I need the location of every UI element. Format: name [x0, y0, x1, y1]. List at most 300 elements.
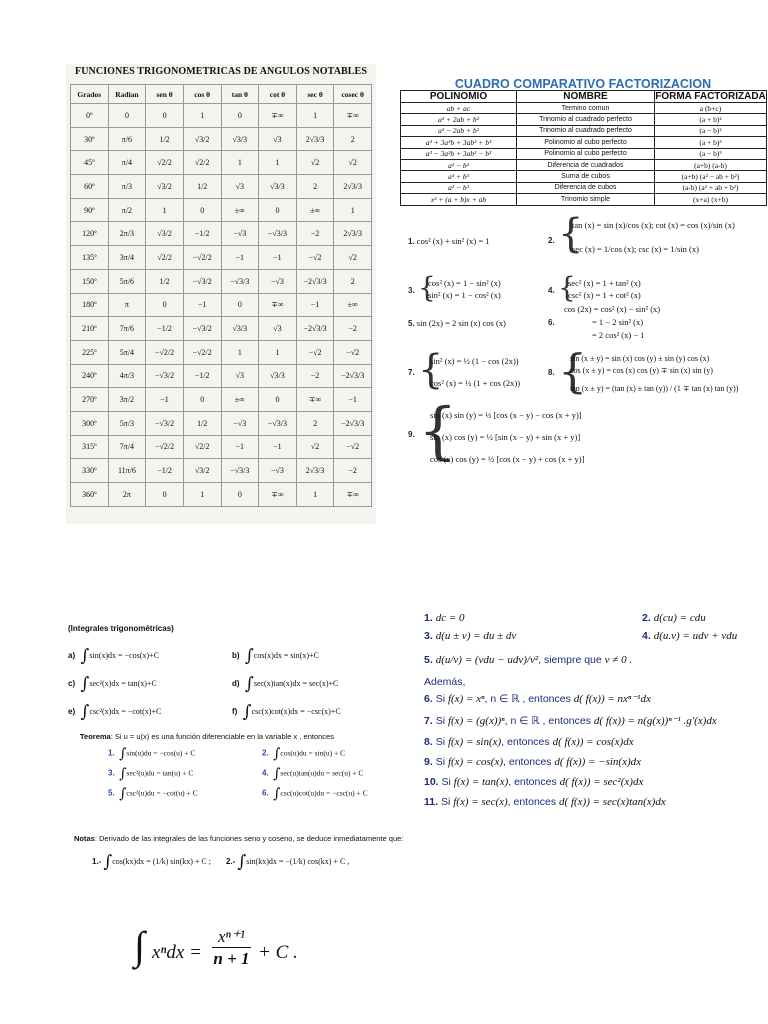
fact-cell: Suma de cubos — [517, 171, 655, 182]
fact-cell: a (b+c) — [655, 103, 767, 114]
integral-item — [68, 646, 159, 666]
derivative-text: , entonces — [503, 756, 552, 768]
trig-degree-cell: 360º — [71, 483, 109, 507]
theorem — [80, 732, 334, 741]
derivative-number: 9. — [424, 756, 433, 768]
trig-value-cell: ±∞ — [334, 293, 372, 317]
trig-value-cell: π/4 — [108, 151, 146, 175]
trig-value-cell: −√3/2 — [146, 411, 184, 435]
trig-value-cell: −2 — [296, 364, 334, 388]
trig-row — [71, 222, 372, 246]
trig-row — [71, 175, 372, 199]
fact-table-title: CUADRO COMPARATIVO FACTORIZACION — [454, 77, 712, 91]
trig-row — [71, 269, 372, 293]
trig-degree-cell: 120º — [71, 222, 109, 246]
trig-value-cell: 1/2 — [146, 269, 184, 293]
derivative-expr: d(u.v) = udv + vdu — [653, 630, 738, 642]
fact-header-cell: FORMA FACTORIZADA — [655, 91, 766, 102]
theorem-item — [262, 746, 345, 762]
fact-header-cell: NOMBRE — [517, 91, 655, 103]
trig-value-cell: 11π/6 — [108, 459, 146, 483]
left-brace-icon: { — [418, 347, 444, 393]
derivative-text: , n ∈ ℝ , entonces — [504, 715, 591, 727]
trig-value-cell: ±∞ — [221, 198, 259, 222]
trig-value-cell: 2√3/3 — [296, 127, 334, 151]
trig-value-cell: √2/2 — [183, 435, 221, 459]
trig-value-cell: 1 — [296, 483, 334, 507]
trig-value-cell: −√2 — [296, 340, 334, 364]
trig-header-cell: Radian — [108, 85, 146, 104]
integral-sign-icon: ∫ — [75, 702, 90, 722]
trig-value-cell: −1 — [296, 293, 334, 317]
trig-value-cell: √3/3 — [259, 175, 297, 199]
theorem-expr: csc(u)cot(u)du = −csc(u) + C — [280, 788, 368, 798]
trig-value-cell: −1/2 — [183, 222, 221, 246]
derivative-number: 5. — [424, 654, 433, 666]
left-brace-icon: { — [558, 271, 576, 304]
trig-value-cell: 0 — [146, 104, 184, 128]
theorem-item — [108, 786, 198, 802]
trig-value-cell: −√3 — [259, 459, 297, 483]
ademas-label: Además, — [424, 676, 466, 688]
fact-cell: (a + b)² — [655, 114, 767, 125]
fact-cell: Diferencia de cubos — [517, 182, 655, 193]
trig-value-cell: 7π/6 — [108, 317, 146, 341]
trig-value-cell: 1 — [334, 198, 372, 222]
integral-sign-icon: ∫ — [268, 746, 281, 762]
derivative-rule — [424, 796, 666, 808]
trig-value-cell: −√3/2 — [183, 317, 221, 341]
derivative-number: 7. — [424, 715, 433, 727]
trig-value-cell: −√3 — [221, 222, 259, 246]
notes-label: Notas — [74, 834, 95, 843]
derivative-number: 11. — [424, 796, 439, 808]
trig-value-cell: 1 — [183, 104, 221, 128]
derivative-rule — [424, 756, 641, 768]
integral-sign-icon: ∫ — [114, 786, 127, 802]
trig-value-cell: 2 — [296, 411, 334, 435]
derivative-si: Si — [435, 756, 446, 768]
trig-value-cell: √2/2 — [183, 151, 221, 175]
derivative-rule — [424, 736, 634, 748]
integral-expr: csc(x)cot(x)dx = −csc(x)+C — [251, 706, 341, 716]
trig-value-cell: 2√3/3 — [296, 459, 334, 483]
trig-row — [71, 483, 372, 507]
fact-row — [401, 137, 767, 148]
trig-value-cell: π — [108, 293, 146, 317]
trig-value-cell: 2 — [334, 269, 372, 293]
trig-value-cell: 2 — [334, 127, 372, 151]
trig-value-cell: −√2/2 — [146, 435, 184, 459]
trig-value-cell: −√3/2 — [146, 364, 184, 388]
derivative-number: 8. — [424, 736, 433, 748]
identity-text: sin (2x) = 2 sin (x) cos (x) — [416, 318, 506, 328]
derivative-si: Si — [441, 776, 451, 788]
trig-row — [71, 151, 372, 175]
trig-value-cell: 1 — [221, 340, 259, 364]
left-brace-icon: { — [418, 394, 458, 467]
derivative-1 — [424, 612, 465, 624]
fact-row — [401, 148, 767, 159]
integral-sign-icon: ∫ — [239, 646, 254, 666]
trig-value-cell: −2 — [334, 459, 372, 483]
derivative-rule — [424, 714, 717, 727]
trig-table-title: FUNCIONES TRIGONOMETRICAS DE ANGULOS NOTABLES — [75, 66, 367, 77]
fact-row — [401, 171, 767, 182]
trig-header-cell: tan θ — [221, 85, 259, 104]
trig-value-cell: 2π — [108, 483, 146, 507]
fact-cell: Polinomio al cubo perfecto — [517, 137, 655, 148]
derivative-si: Si — [435, 736, 446, 748]
integrals-heading: (Integrales trigonométricas) — [68, 624, 174, 633]
identity-text: cos (2x) = cos² (x) − sin² (x) — [564, 304, 661, 314]
identity-text: sin (x) sin (y) = ½ [cos (x − y) − cos (x + y)] — [430, 410, 582, 420]
integral-sign-icon: ∫ — [268, 766, 281, 782]
fact-cell: ab + ac — [401, 103, 517, 114]
fact-cell: (x+a) (x+b) — [655, 194, 767, 205]
derivative-2 — [642, 612, 706, 624]
identity-text: = 1 − 2 sin² (x) — [592, 317, 644, 327]
integral-label: c) — [68, 678, 76, 688]
theorem-text: : Si u = u(x) es una función diferenciable en la variable x , entonces — [110, 732, 334, 741]
integral-sign-icon: ∫ — [239, 674, 254, 694]
derivative-result: d( f(x)) = −sin(x)dx — [554, 756, 642, 768]
trig-value-cell: −√2/2 — [183, 340, 221, 364]
trig-value-cell: 5π/6 — [108, 269, 146, 293]
identity-text: cos (x) cos (y) = ½ [cos (x − y) + cos (x + y)] — [430, 454, 585, 464]
integral-label: d) — [232, 678, 240, 688]
trig-value-cell: √3/3 — [221, 317, 259, 341]
trig-value-cell: −1 — [259, 246, 297, 270]
trig-value-cell: ±∞ — [296, 198, 334, 222]
trig-value-cell: 2 — [296, 175, 334, 199]
trig-value-cell: √3/3 — [259, 364, 297, 388]
derivative-rule — [424, 776, 643, 788]
trig-header-cell: Grados — [71, 85, 109, 104]
integral-expr: sin(x)dx = −cos(x)+C — [89, 650, 159, 660]
derivative-expr: dc = 0 — [435, 612, 465, 624]
trig-value-cell: ∓∞ — [334, 483, 372, 507]
fact-cell: a² − 2ab + b² — [401, 125, 517, 136]
identity-text: cos² (x) = ½ (1 + cos (2x)) — [430, 378, 521, 388]
trig-value-cell: −√3/3 — [221, 269, 259, 293]
trig-row — [71, 388, 372, 412]
trig-value-cell: √3 — [259, 317, 297, 341]
trig-value-cell: 0 — [183, 198, 221, 222]
derivative-text: , n ∈ ℝ , entonces — [484, 693, 571, 705]
trig-degree-cell: 45º — [71, 151, 109, 175]
derivative-si: Si — [435, 715, 446, 727]
trig-degree-cell: 0º — [71, 104, 109, 128]
theorem-number: 2. — [262, 748, 269, 758]
trig-value-cell: √2 — [296, 151, 334, 175]
identity-number: 3. — [408, 286, 415, 295]
trig-header-cell: sen θ — [146, 85, 184, 104]
identity-text: cos² (x) + sin² (x) = 1 — [416, 236, 490, 246]
identity-number: 7. — [408, 368, 415, 377]
identity-number: 1. — [408, 237, 415, 246]
trig-value-cell: −√3/3 — [221, 459, 259, 483]
integral-item — [68, 674, 157, 694]
theorem-item — [108, 746, 195, 762]
fact-cell: a³ + 3a²b + 3ab² + b³ — [401, 137, 517, 148]
trig-value-cell: ∓∞ — [296, 388, 334, 412]
trig-row — [71, 340, 372, 364]
trig-row — [71, 104, 372, 128]
trig-value-cell: −√2/2 — [183, 246, 221, 270]
trig-value-cell: √3/2 — [183, 459, 221, 483]
fact-cell: x² + (a + b)x + ab — [401, 194, 517, 205]
trig-value-cell: 1 — [221, 151, 259, 175]
trig-value-cell: 0 — [108, 104, 146, 128]
derivative-rule — [424, 692, 651, 705]
trig-degree-cell: 180º — [71, 293, 109, 317]
theorem-label: Teorema — [80, 732, 111, 741]
trig-value-cell: √2 — [334, 151, 372, 175]
trig-value-cell: 3π/2 — [108, 388, 146, 412]
identity-number: 2. — [548, 236, 555, 245]
trig-degree-cell: 330º — [71, 459, 109, 483]
note-number: 1.- — [92, 856, 102, 866]
theorem-expr: sin(u)du = −cos(u) + C — [126, 748, 196, 758]
fact-cell: a³ − b³ — [401, 182, 517, 193]
fact-cell: Termino comun — [517, 103, 655, 114]
trig-value-cell: −2 — [296, 222, 334, 246]
trig-value-cell: −2√3/3 — [296, 269, 334, 293]
fact-cell: a² − b² — [401, 159, 517, 170]
trig-header-cell: cos θ — [183, 85, 221, 104]
fact-table-header — [401, 91, 767, 103]
identity-text: tan (x ± y) = (tan (x) ± tan (y)) / (1 ∓ tan (x) tan (y)) — [570, 384, 739, 393]
trig-header-cell: cosec θ — [334, 85, 372, 104]
trig-value-cell: √2/2 — [146, 246, 184, 270]
trig-degree-cell: 300º — [71, 411, 109, 435]
trig-value-cell: 2√3/3 — [334, 175, 372, 199]
fact-cell: Trinomio al cuadrado perfecto — [517, 114, 655, 125]
trig-value-cell: ∓∞ — [259, 293, 297, 317]
trig-value-cell: −√3 — [259, 269, 297, 293]
trig-value-cell: −√3/2 — [183, 269, 221, 293]
trig-value-cell: 0 — [221, 293, 259, 317]
derivative-function: f(x) = (g(x))ⁿ — [447, 715, 505, 727]
notes — [74, 834, 403, 843]
identity-text: csc² (x) = 1 + cot² (x) — [568, 290, 641, 300]
derivative-expr: d(u ± v) = du ± dv — [435, 630, 517, 642]
trig-table-panel — [66, 64, 376, 524]
trig-header-cell: sec θ — [296, 85, 334, 104]
theorem-number: 3. — [108, 768, 115, 778]
integral-sign-icon: ∫ — [114, 746, 127, 762]
trig-degree-cell: 315º — [71, 435, 109, 459]
identity-text: tan (x) = sin (x)/cos (x); cot (x) = cos (x)/sin (x) — [572, 220, 735, 230]
identity-text: sin² (x) = ½ (1 − cos (2x)) — [430, 356, 519, 366]
fact-cell: a³ + b³ — [401, 171, 517, 182]
trig-row — [71, 246, 372, 270]
trig-value-cell: 0 — [221, 483, 259, 507]
trig-value-cell: 7π/4 — [108, 435, 146, 459]
derivative-text: , entonces — [507, 796, 557, 808]
left-brace-icon: { — [418, 271, 436, 304]
derivative-function: f(x) = cos(x) — [447, 756, 504, 768]
derivative-5 — [424, 654, 632, 666]
trig-degree-cell: 240º — [71, 364, 109, 388]
theorem-number: 5. — [108, 788, 115, 798]
power-rule-numerator: xⁿ⁺¹ — [212, 928, 251, 948]
trig-value-cell: 4π/3 — [108, 364, 146, 388]
notes-text: : Derivado de las integrales de las funciones seno y coseno, se deduce inmediatamente que: — [94, 834, 404, 843]
trig-value-cell: 2π/3 — [108, 222, 146, 246]
trig-value-cell: −1/2 — [146, 317, 184, 341]
theorem-expr: cos(u)du = sin(u) + C — [280, 748, 346, 758]
left-brace-icon: { — [558, 211, 584, 257]
fact-cell: Trinomio al cuadrado perfecto — [517, 125, 655, 136]
integral-sign-icon: ∫ — [75, 646, 90, 666]
derivative-si: Si — [435, 693, 446, 705]
derivative-result: d( f(x)) = sec(x)tan(x)dx — [559, 796, 666, 808]
trig-value-cell: −1 — [221, 435, 259, 459]
theorem-item — [262, 766, 363, 782]
trig-row — [71, 198, 372, 222]
identity-number: 5. — [408, 319, 415, 328]
trig-degree-cell: 135º — [71, 246, 109, 270]
fact-cell: (a − b)³ — [655, 148, 767, 159]
derivative-si: Si — [440, 796, 451, 808]
theorem-number: 1. — [108, 748, 115, 758]
integral-label: f) — [232, 706, 238, 716]
note-expr: sin(kx)dx = −(1/k) cos(kx) + C , — [246, 856, 350, 866]
trig-degree-cell: 90º — [71, 198, 109, 222]
derivative-result: d( f(x)) = sec²(x)dx — [559, 776, 644, 788]
identity-text: cos² (x) = 1 − sin² (x) — [428, 278, 501, 288]
trig-degree-cell: 150º — [71, 269, 109, 293]
fact-row — [401, 125, 767, 136]
trig-row — [71, 127, 372, 151]
integral-sign-icon: ∫ — [75, 674, 90, 694]
trig-value-cell: √2 — [334, 246, 372, 270]
trig-value-cell: 5π/4 — [108, 340, 146, 364]
trig-value-cell: −√3/3 — [259, 222, 297, 246]
theorem-expr: sec²(u)du = tan(u) + C — [126, 768, 194, 778]
derivative-result: d( f(x)) = cos(x)dx — [552, 736, 634, 748]
trig-table-header — [71, 85, 372, 104]
trig-value-cell: 0 — [146, 293, 184, 317]
theorem-item — [108, 766, 193, 782]
derivative-function: f(x) = xⁿ — [447, 693, 485, 705]
fact-table — [400, 90, 767, 206]
trig-value-cell: −√2 — [296, 246, 334, 270]
theorem-number: 6. — [262, 788, 269, 798]
trig-value-cell: 0 — [146, 483, 184, 507]
identity-text: sin (x) cos (y) = ½ [sin (x − y) + sin (x + y)] — [430, 432, 581, 442]
note-number: 2.- — [226, 856, 236, 866]
trig-value-cell: π/2 — [108, 198, 146, 222]
derivative-expr: d(u/v) = (vdu − udv)/v² — [435, 654, 539, 666]
trig-value-cell: √3 — [259, 127, 297, 151]
trig-value-cell: 3π/4 — [108, 246, 146, 270]
trig-value-cell: −√2 — [334, 435, 372, 459]
trig-value-cell: −1 — [146, 388, 184, 412]
trig-value-cell: 1 — [259, 151, 297, 175]
integral-item — [232, 674, 338, 694]
trig-value-cell: √3 — [221, 364, 259, 388]
trig-value-cell: −2√3/3 — [334, 411, 372, 435]
fact-cell: Trinomio simple — [517, 194, 655, 205]
trig-value-cell: 0 — [259, 198, 297, 222]
integral-expr: sec²(x)dx = tan(x)+C — [89, 678, 157, 688]
trig-value-cell: 1/2 — [183, 411, 221, 435]
fact-row — [401, 114, 767, 125]
power-rule-denominator: n + 1 — [213, 948, 250, 968]
derivative-4 — [642, 630, 737, 642]
integral-sign-icon: ∫ — [103, 852, 113, 872]
integral-sign-icon: ∫ — [268, 786, 281, 802]
fact-cell: (a-b) (a² + ab + b²) — [655, 182, 767, 193]
integral-label: b) — [232, 650, 240, 660]
identity-text: = 2 cos² (x) − 1 — [592, 330, 645, 340]
trig-degree-cell: 60º — [71, 175, 109, 199]
trig-row — [71, 317, 372, 341]
fact-cell: Diferencia de cuadrados — [517, 159, 655, 170]
trig-degree-cell: 210º — [71, 317, 109, 341]
derivative-number: 1. — [424, 612, 433, 624]
trig-value-cell: √3 — [221, 175, 259, 199]
trig-value-cell: √3/3 — [221, 127, 259, 151]
trig-value-cell: ∓∞ — [259, 104, 297, 128]
integral-item — [68, 702, 161, 722]
derivative-number: 3. — [424, 630, 433, 642]
trig-value-cell: 2√3/3 — [334, 222, 372, 246]
trig-row — [71, 293, 372, 317]
trig-header-cell: cot θ — [259, 85, 297, 104]
identity-1 — [408, 236, 490, 246]
integral-sign-icon: ∫ — [114, 766, 127, 782]
derivative-condition-text: , siempre que — [538, 654, 602, 666]
derivative-expr: d(cu) = cdu — [653, 612, 706, 624]
derivative-number: 4. — [642, 630, 651, 642]
trig-value-cell: −√3 — [221, 411, 259, 435]
fact-row — [401, 194, 767, 205]
derivative-number: 6. — [424, 693, 433, 705]
trig-value-cell: −1 — [259, 435, 297, 459]
trig-value-cell: 1/2 — [146, 127, 184, 151]
trig-value-cell: √3/2 — [183, 127, 221, 151]
derivative-result: d( f(x)) = nxⁿ⁻¹dx — [573, 693, 651, 705]
trig-value-cell: 0 — [221, 104, 259, 128]
integral-sign-icon: ∫ — [237, 852, 247, 872]
trig-value-cell: √3/2 — [146, 222, 184, 246]
trig-value-cell: −2√3/3 — [334, 364, 372, 388]
integral-sign-icon: ∫ — [237, 702, 252, 722]
trig-degree-cell: 225º — [71, 340, 109, 364]
theorem-expr: csc²(u)du = −cot(u) + C — [126, 788, 198, 798]
power-rule-fraction — [212, 928, 251, 968]
theorem-expr: sec(u)tan(u)du = sec(u) + C — [280, 768, 364, 778]
derivative-text: , entonces — [508, 776, 557, 788]
trig-value-cell: ∓∞ — [334, 104, 372, 128]
trig-value-cell: π/6 — [108, 127, 146, 151]
fact-row — [401, 182, 767, 193]
note-2 — [226, 852, 349, 872]
trig-row — [71, 411, 372, 435]
fact-header-cell: POLINOMIO — [401, 91, 517, 103]
note-expr: cos(kx)dx = (1/k) sin(kx) + C ; — [112, 856, 211, 866]
identity-number: 8. — [548, 368, 555, 377]
power-rule-rhs: + C . — [258, 942, 298, 963]
trig-value-cell: ±∞ — [221, 388, 259, 412]
derivative-number: 2. — [642, 612, 651, 624]
fact-cell: Polinomio al cubo perfecto — [517, 148, 655, 159]
integral-item — [232, 646, 319, 666]
